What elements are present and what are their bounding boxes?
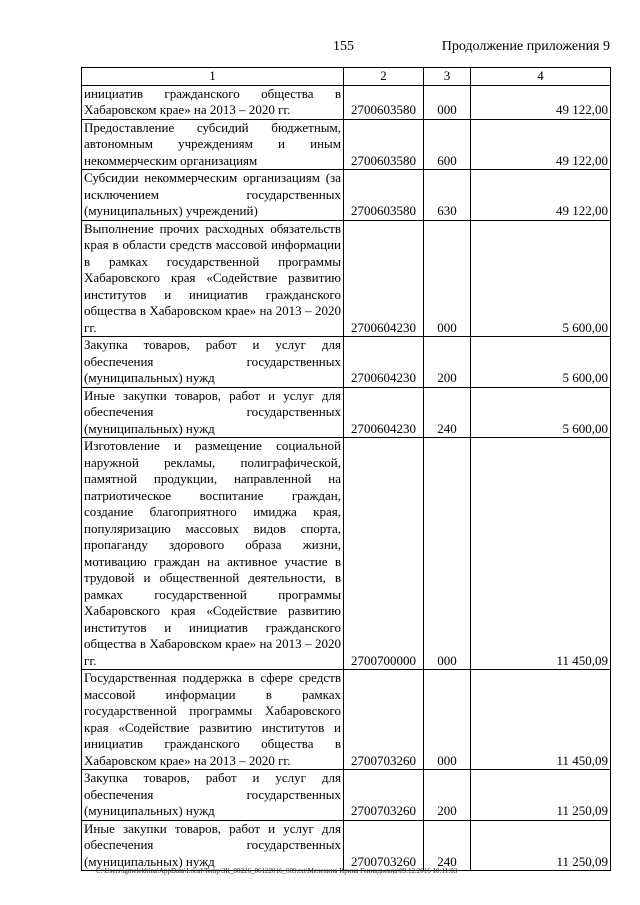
row-name: Предоставление субсидий бюджетным, автономным учреждениям и иным некоммерческим организациям bbox=[82, 119, 344, 170]
table-row bbox=[82, 387, 611, 438]
row-kvr: 000 bbox=[424, 670, 471, 770]
row-kvr: 240 bbox=[424, 820, 471, 871]
row-sum: 49 122,00 bbox=[471, 119, 611, 170]
row-sum: 11 450,09 bbox=[471, 438, 611, 670]
table-row bbox=[82, 220, 611, 337]
row-code: 2700603580 bbox=[344, 85, 424, 119]
column-header-kvr: 3 bbox=[424, 68, 471, 86]
row-name: Закупка товаров, работ и услуг для обеспечения государственных (муниципальных) нужд bbox=[82, 337, 344, 388]
row-name: Государственная поддержка в сфере средств массовой информации в рамках государственной программы Хабаровского края «Содействие развитию институтов и инициатив гражданского общества в Хабаровском крае» на 2013 – 2020 гг. bbox=[82, 670, 344, 770]
table-row bbox=[82, 820, 611, 871]
row-code: 2700603580 bbox=[344, 170, 424, 221]
row-sum: 11 450,09 bbox=[471, 670, 611, 770]
row-name: Изготовление и размещение социальной наружной рекламы, полиграфической, памятной продукции, направленной на патриотическое воспитание граждан, создание благоприятного имиджа края, популяризацию массовых видов спорта, пропаганду здорового образа жизни, мотивацию граждан на активное участие в трудовой и общественной деятельности, в рамках государственной программы Хабаровского края «Содействие развитию институтов и инициатив гражданского общества в Хабаровском крае» на 2013 – 2020 гг. bbox=[82, 438, 344, 670]
table-row bbox=[82, 438, 611, 670]
row-kvr: 200 bbox=[424, 337, 471, 388]
column-header-code: 2 bbox=[344, 68, 424, 86]
row-sum: 49 122,00 bbox=[471, 170, 611, 221]
row-name: Закупка товаров, работ и услуг для обеспечения государственных (муниципальных) нужд bbox=[82, 770, 344, 821]
row-code: 2700604230 bbox=[344, 220, 424, 337]
budget-table bbox=[81, 67, 611, 871]
row-sum: 5 600,00 bbox=[471, 220, 611, 337]
row-kvr: 630 bbox=[424, 170, 471, 221]
table-row bbox=[82, 770, 611, 821]
table-row bbox=[82, 670, 611, 770]
row-code: 2700604230 bbox=[344, 337, 424, 388]
row-sum: 49 122,00 bbox=[471, 85, 611, 119]
row-code: 2700703260 bbox=[344, 670, 424, 770]
row-kvr: 000 bbox=[424, 220, 471, 337]
column-header-sum: 4 bbox=[471, 68, 611, 86]
table-row bbox=[82, 119, 611, 170]
table-row bbox=[82, 85, 611, 119]
row-name: инициатив гражданского общества в Хабаровском крае» на 2013 – 2020 гг. bbox=[82, 85, 344, 119]
row-code: 2700703260 bbox=[344, 820, 424, 871]
row-sum: 5 600,00 bbox=[471, 387, 611, 438]
row-kvr: 600 bbox=[424, 119, 471, 170]
row-name: Иные закупки товаров, работ и услуг для обеспечения государственных (муниципальных) нужд bbox=[82, 820, 344, 871]
row-code: 2700603580 bbox=[344, 119, 424, 170]
row-sum: 11 250,09 bbox=[471, 770, 611, 821]
row-kvr: 000 bbox=[424, 438, 471, 670]
row-name: Иные закупки товаров, работ и услуг для обеспечения государственных (муниципальных) нужд bbox=[82, 387, 344, 438]
row-sum: 11 250,09 bbox=[471, 820, 611, 871]
row-name: Субсидии некоммерческим организациям (за исключением государственных (муниципальных) учреждений) bbox=[82, 170, 344, 221]
row-code: 2700604230 bbox=[344, 387, 424, 438]
row-code: 2700700000 bbox=[344, 438, 424, 670]
document-footer-path: C:\Users\igmelekhina\AppData\Local\Temp\ЗК_00226_06122016_009.txt\Мелехина Ирина Геннадьевна\09.12.2016 10:11:03 bbox=[96, 867, 458, 875]
header-row bbox=[82, 68, 611, 86]
row-kvr: 000 bbox=[424, 85, 471, 119]
table-row bbox=[82, 337, 611, 388]
row-name: Выполнение прочих расходных обязательств края в области средств массовой информации в рамках государственной программы Хабаровского края «Содействие развитию институтов и инициатив гражданского общества в Хабаровском крае» на 2013 – 2020 гг. bbox=[82, 220, 344, 337]
table-body bbox=[82, 85, 611, 871]
column-header-name: 1 bbox=[82, 68, 344, 86]
row-sum: 5 600,00 bbox=[471, 337, 611, 388]
row-code: 2700703260 bbox=[344, 770, 424, 821]
row-kvr: 200 bbox=[424, 770, 471, 821]
appendix-note: Продолжение приложения 9 bbox=[441, 39, 610, 54]
row-kvr: 240 bbox=[424, 387, 471, 438]
table-row bbox=[82, 170, 611, 221]
page-number: 155 bbox=[333, 39, 354, 54]
